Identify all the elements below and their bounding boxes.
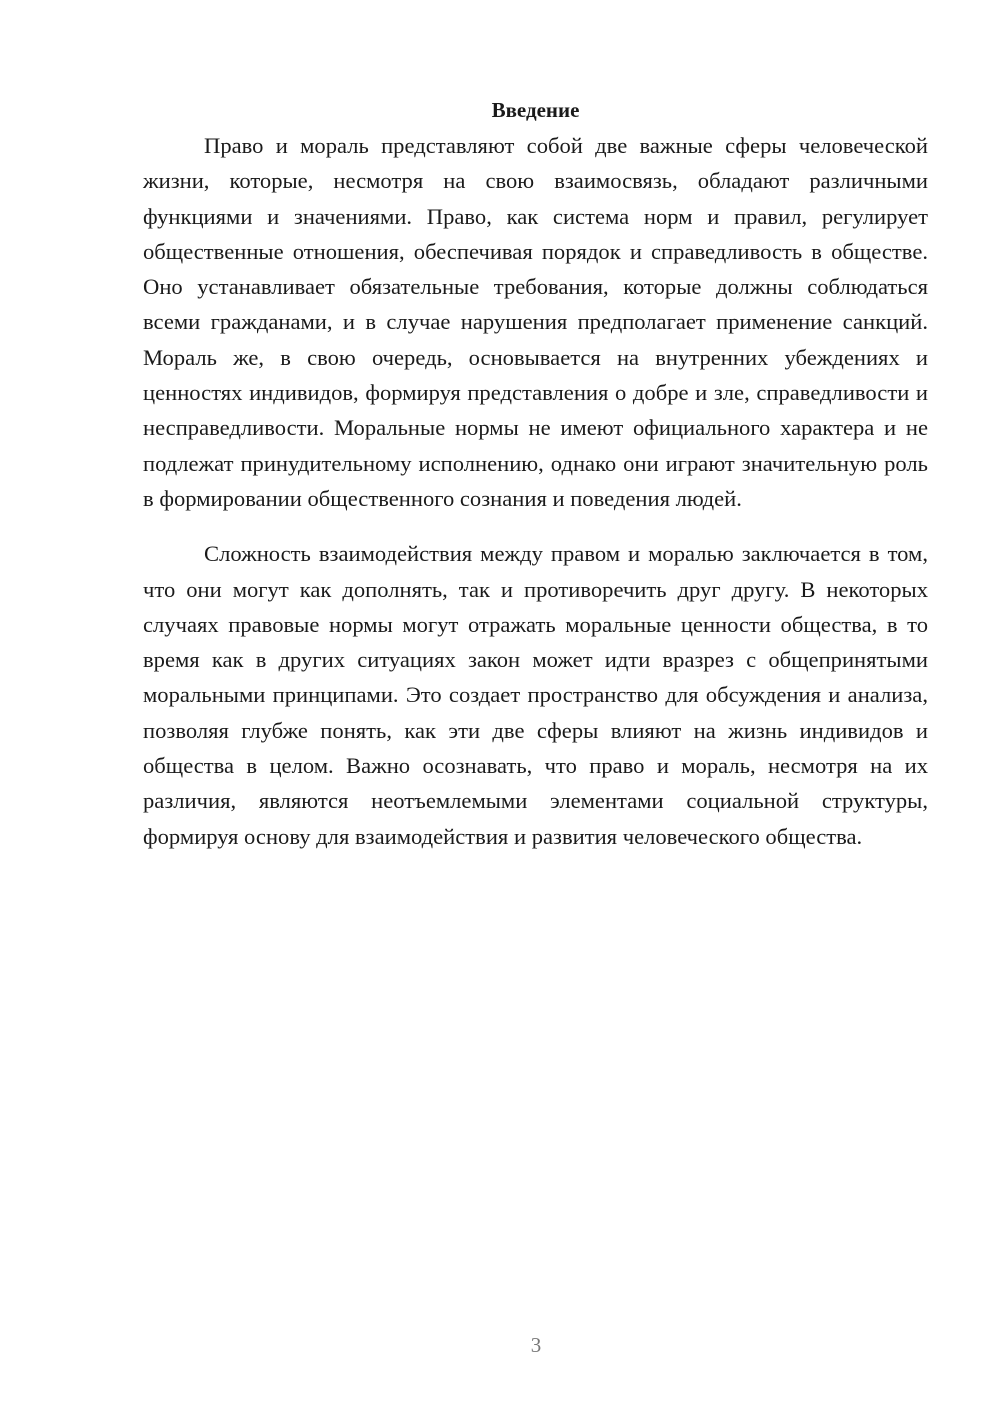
- paragraph-1: Право и мораль представляют собой две важные сферы человеческой жизни, которые, несмотря на свою взаимосвязь, обладают различными функциями и значениями. Право, как система норм и правил, регулирует общественные отношения, обеспечивая порядок и справедливость в обществе. Оно устанавливает обязательные требования, которые должны соблюдаться всеми гражданами, и в случае нарушения предполагает применение санкций. Мораль же, в свою очередь, основывается на внутренних убеждениях и ценностях индивидов, формируя представления о добре и зле, справедливости и несправедливости. Моральные нормы не имеют официального характера и не подлежат принудительному исполнению, однако они играют значительную роль в формировании общественного сознания и поведения людей.: [143, 133, 928, 511]
- page-content: [143, 92, 928, 854]
- page-number: 3: [530, 1333, 542, 1357]
- section-heading: Введение: [491, 98, 580, 122]
- paragraph-2: Сложность взаимодействия между правом и моралью заключается в том, что они могут как дополнять, так и противоречить друг другу. В некоторых случаях правовые нормы могут отражать моральные ценности общества, в то время как в других ситуациях закон может идти вразрез с общепринятыми моральными принципами. Это создает пространство для обсуждения и анализа, позволяя глубже понять, как эти две сферы влияют на жизнь индивидов и общества в целом. Важно осознавать, что право и мораль, несмотря на их различия, являются неотъемлемыми элементами социальной структуры, формируя основу для взаимодействия и развития человеческого общества.: [143, 541, 928, 849]
